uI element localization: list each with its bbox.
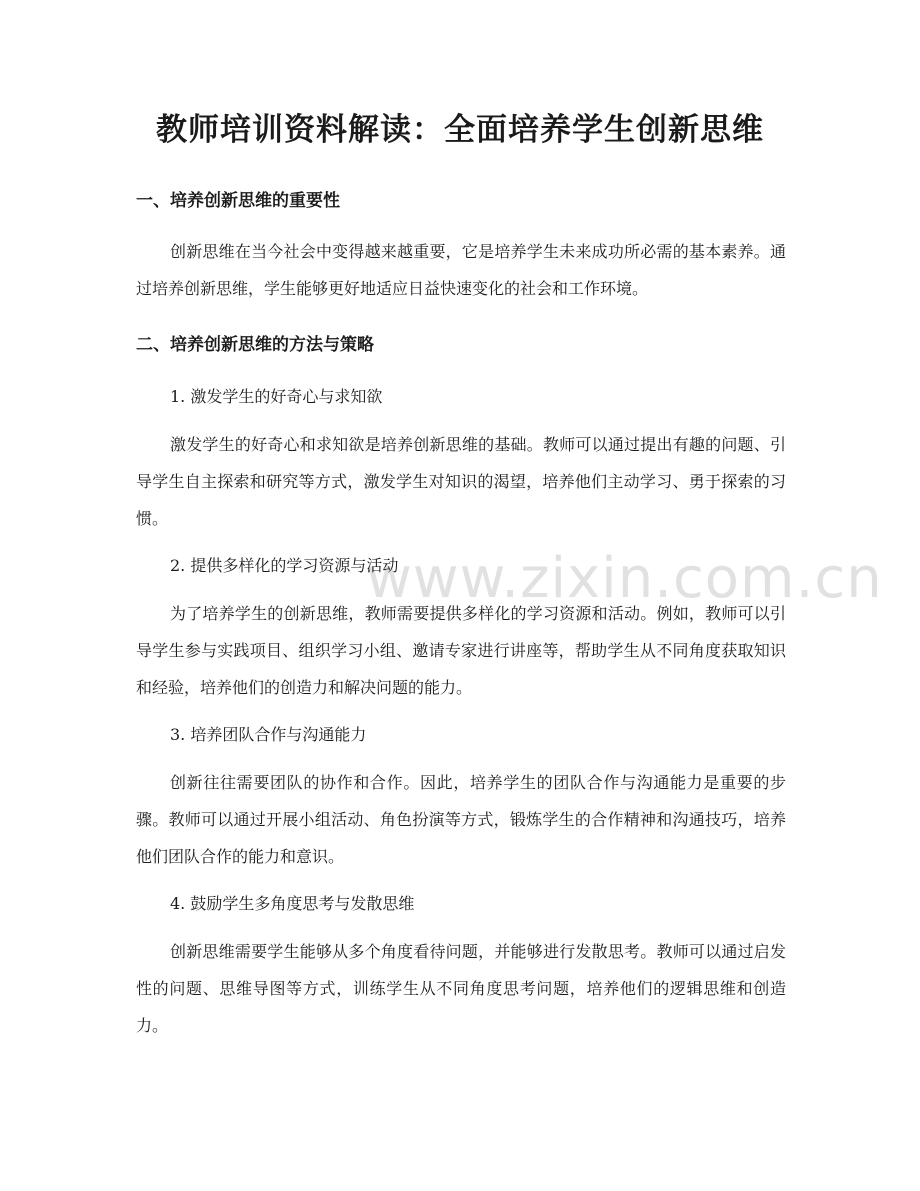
- paragraph: 激发学生的好奇心和求知欲是培养创新思维的基础。教师可以通过提出有趣的问题、引导学生自主探索和研究等方式，激发学生对知识的渴望，培养他们主动学习、勇于探索的习惯。: [136, 435, 786, 528]
- subheading: 1. 激发学生的好奇心与求知欲: [170, 387, 383, 406]
- page-title: 教师培训资料解读：全面培养学生创新思维: [156, 112, 764, 148]
- paragraph: 创新思维需要学生能够从多个角度看待问题，并能够进行发散思考。教师可以通过启发性的问题、思维导图等方式，训练学生从不同角度思考问题，培养他们的逻辑思维和创造力。: [136, 942, 786, 1035]
- document-body: [136, 186, 786, 1044]
- paragraph: 创新往往需要团队的协作和合作。因此，培养学生的团队合作与沟通能力是重要的步骤。教师可以通过开展小组活动、角色扮演等方式，锻炼学生的合作精神和沟通技巧，培养他们团队合作的能力和意识。: [136, 773, 786, 866]
- subheading: 2. 提供多样化的学习资源与活动: [170, 556, 399, 575]
- paragraph: 创新思维在当今社会中变得越来越重要，它是培养学生未来成功所必需的基本素养。通过培养创新思维，学生能够更好地适应日益快速变化的社会和工作环境。: [136, 242, 786, 298]
- subheading: 4. 鼓励学生多角度思考与发散思维: [170, 894, 415, 913]
- watermark: www.zixin.com.cn: [366, 546, 883, 611]
- section-heading: 一、培养创新思维的重要性: [136, 191, 340, 211]
- section-heading: 二、培养创新思维的方法与策略: [136, 335, 374, 355]
- subheading: 3. 培养团队合作与沟通能力: [170, 725, 367, 744]
- paragraph: 为了培养学生的创新思维，教师需要提供多样化的学习资源和活动。例如，教师可以引导学生参与实践项目、组织学习小组、邀请专家进行讲座等，帮助学生从不同角度获取知识和经验，培养他们的创造力和解决问题的能力。: [136, 604, 786, 697]
